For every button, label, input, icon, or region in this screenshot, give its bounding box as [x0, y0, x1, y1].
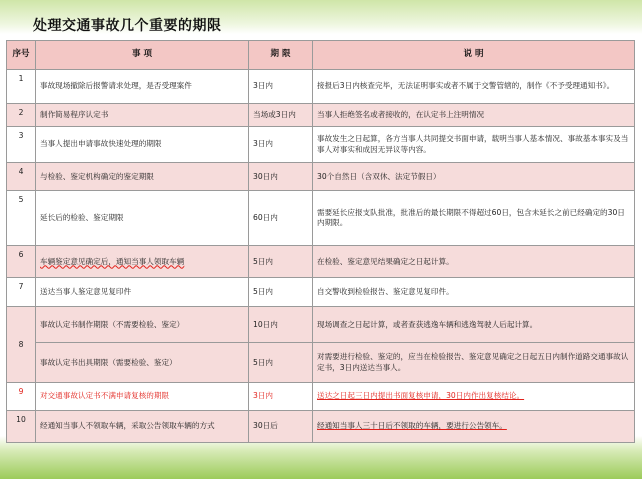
row-item: 送达当事人鉴定意见复印件 [36, 278, 249, 307]
row-note-text: 送达之日起三日内提出书面复核申请，30日内作出复核结论。 [317, 391, 525, 401]
row-item: 与检验、鉴定机构确定的鉴定期限 [36, 163, 249, 191]
row-no: 9 [7, 382, 36, 410]
row-item [36, 246, 249, 278]
table-row [7, 104, 635, 127]
row-note [313, 410, 635, 442]
row-item: 经通知当事人不领取车辆，采取公告领取车辆的方式 [36, 410, 249, 442]
row-note: 自交警收到检验报告、鉴定意见复印件。 [313, 278, 635, 307]
table-row [7, 278, 635, 307]
row-period: 30日后 [249, 410, 313, 442]
row-no: 3 [7, 126, 36, 162]
row-note [313, 382, 635, 410]
row-period: 3日内 [249, 126, 313, 162]
row-note: 对需要进行检验、鉴定的，应当在检验报告、鉴定意见确定之日起五日内制作道路交通事故认定书，3日内送达当事人。 [313, 343, 635, 382]
table-row [7, 343, 635, 382]
row-no: 2 [7, 104, 36, 127]
row-item: 延长后的检验、鉴定期限 [36, 191, 249, 246]
table-row [7, 126, 635, 162]
table-row [7, 410, 635, 442]
row-item: 事故认定书制作期限（不需要检验、鉴定） [36, 307, 249, 343]
row-item: 制作简易程序认定书 [36, 104, 249, 127]
row-no: 4 [7, 163, 36, 191]
table-row [7, 246, 635, 278]
row-note: 30个自然日（含双休、法定节假日） [313, 163, 635, 191]
row-period: 3日内 [249, 382, 313, 410]
header-item: 事 项 [36, 41, 249, 70]
row-note: 现场调查之日起计算，或者查获逃逸车辆和逃逸驾驶人后起计算。 [313, 307, 635, 343]
deadline-table [6, 40, 635, 443]
row-period: 当场或3日内 [249, 104, 313, 127]
row-note: 接报后3日内核查完毕，无法证明事实或者不属于交警管辖的，制作《不予受理通知书》。 [313, 70, 635, 104]
row-no: 8 [7, 307, 36, 383]
header-note: 说 明 [313, 41, 635, 70]
row-note: 当事人拒绝签名或者接收的，在认定书上注明情况 [313, 104, 635, 127]
deadline-table-container [6, 40, 634, 443]
table-row [7, 191, 635, 246]
row-item-text: 车辆鉴定意见确定后，通知当事人领取车辆 [40, 256, 185, 266]
row-period: 5日内 [249, 246, 313, 278]
row-note: 事故发生之日起算，各方当事人共同提交书面申请，载明当事人基本情况、事故基本事实及当事人对事实和成因无异议等内容。 [313, 126, 635, 162]
header-no: 序号 [7, 41, 36, 70]
table-row [7, 382, 635, 410]
row-period: 5日内 [249, 278, 313, 307]
row-period: 5日内 [249, 343, 313, 382]
row-note: 需要延长应报支队批准，批准后的最长期限不得超过60日，包含未延长之前已经确定的30日内期限。 [313, 191, 635, 246]
table-row [7, 70, 635, 104]
row-item: 事故认定书出具期限（需要检验、鉴定） [36, 343, 249, 382]
row-no: 10 [7, 410, 36, 442]
row-note: 在检验、鉴定意见结果确定之日起计算。 [313, 246, 635, 278]
row-no: 6 [7, 246, 36, 278]
row-period: 10日内 [249, 307, 313, 343]
row-period: 3日内 [249, 70, 313, 104]
page-title: 处理交通事故几个重要的期限 [33, 18, 222, 34]
row-item: 当事人提出申请事故快速处理的期限 [36, 126, 249, 162]
table-header-row [7, 41, 635, 70]
row-note-text: 经通知当事人三十日后不领取的车辆，要进行公告领车。 [317, 421, 507, 431]
header-period: 期 限 [249, 41, 313, 70]
row-item: 对交通事故认定书不满申请复核的期限 [36, 382, 249, 410]
table-row [7, 163, 635, 191]
table-row [7, 307, 635, 343]
row-no: 5 [7, 191, 36, 246]
row-no: 7 [7, 278, 36, 307]
row-period: 30日内 [249, 163, 313, 191]
row-item: 事故现场撤除后报警请求处理，是否受理案件 [36, 70, 249, 104]
row-no: 1 [7, 70, 36, 104]
row-period: 60日内 [249, 191, 313, 246]
